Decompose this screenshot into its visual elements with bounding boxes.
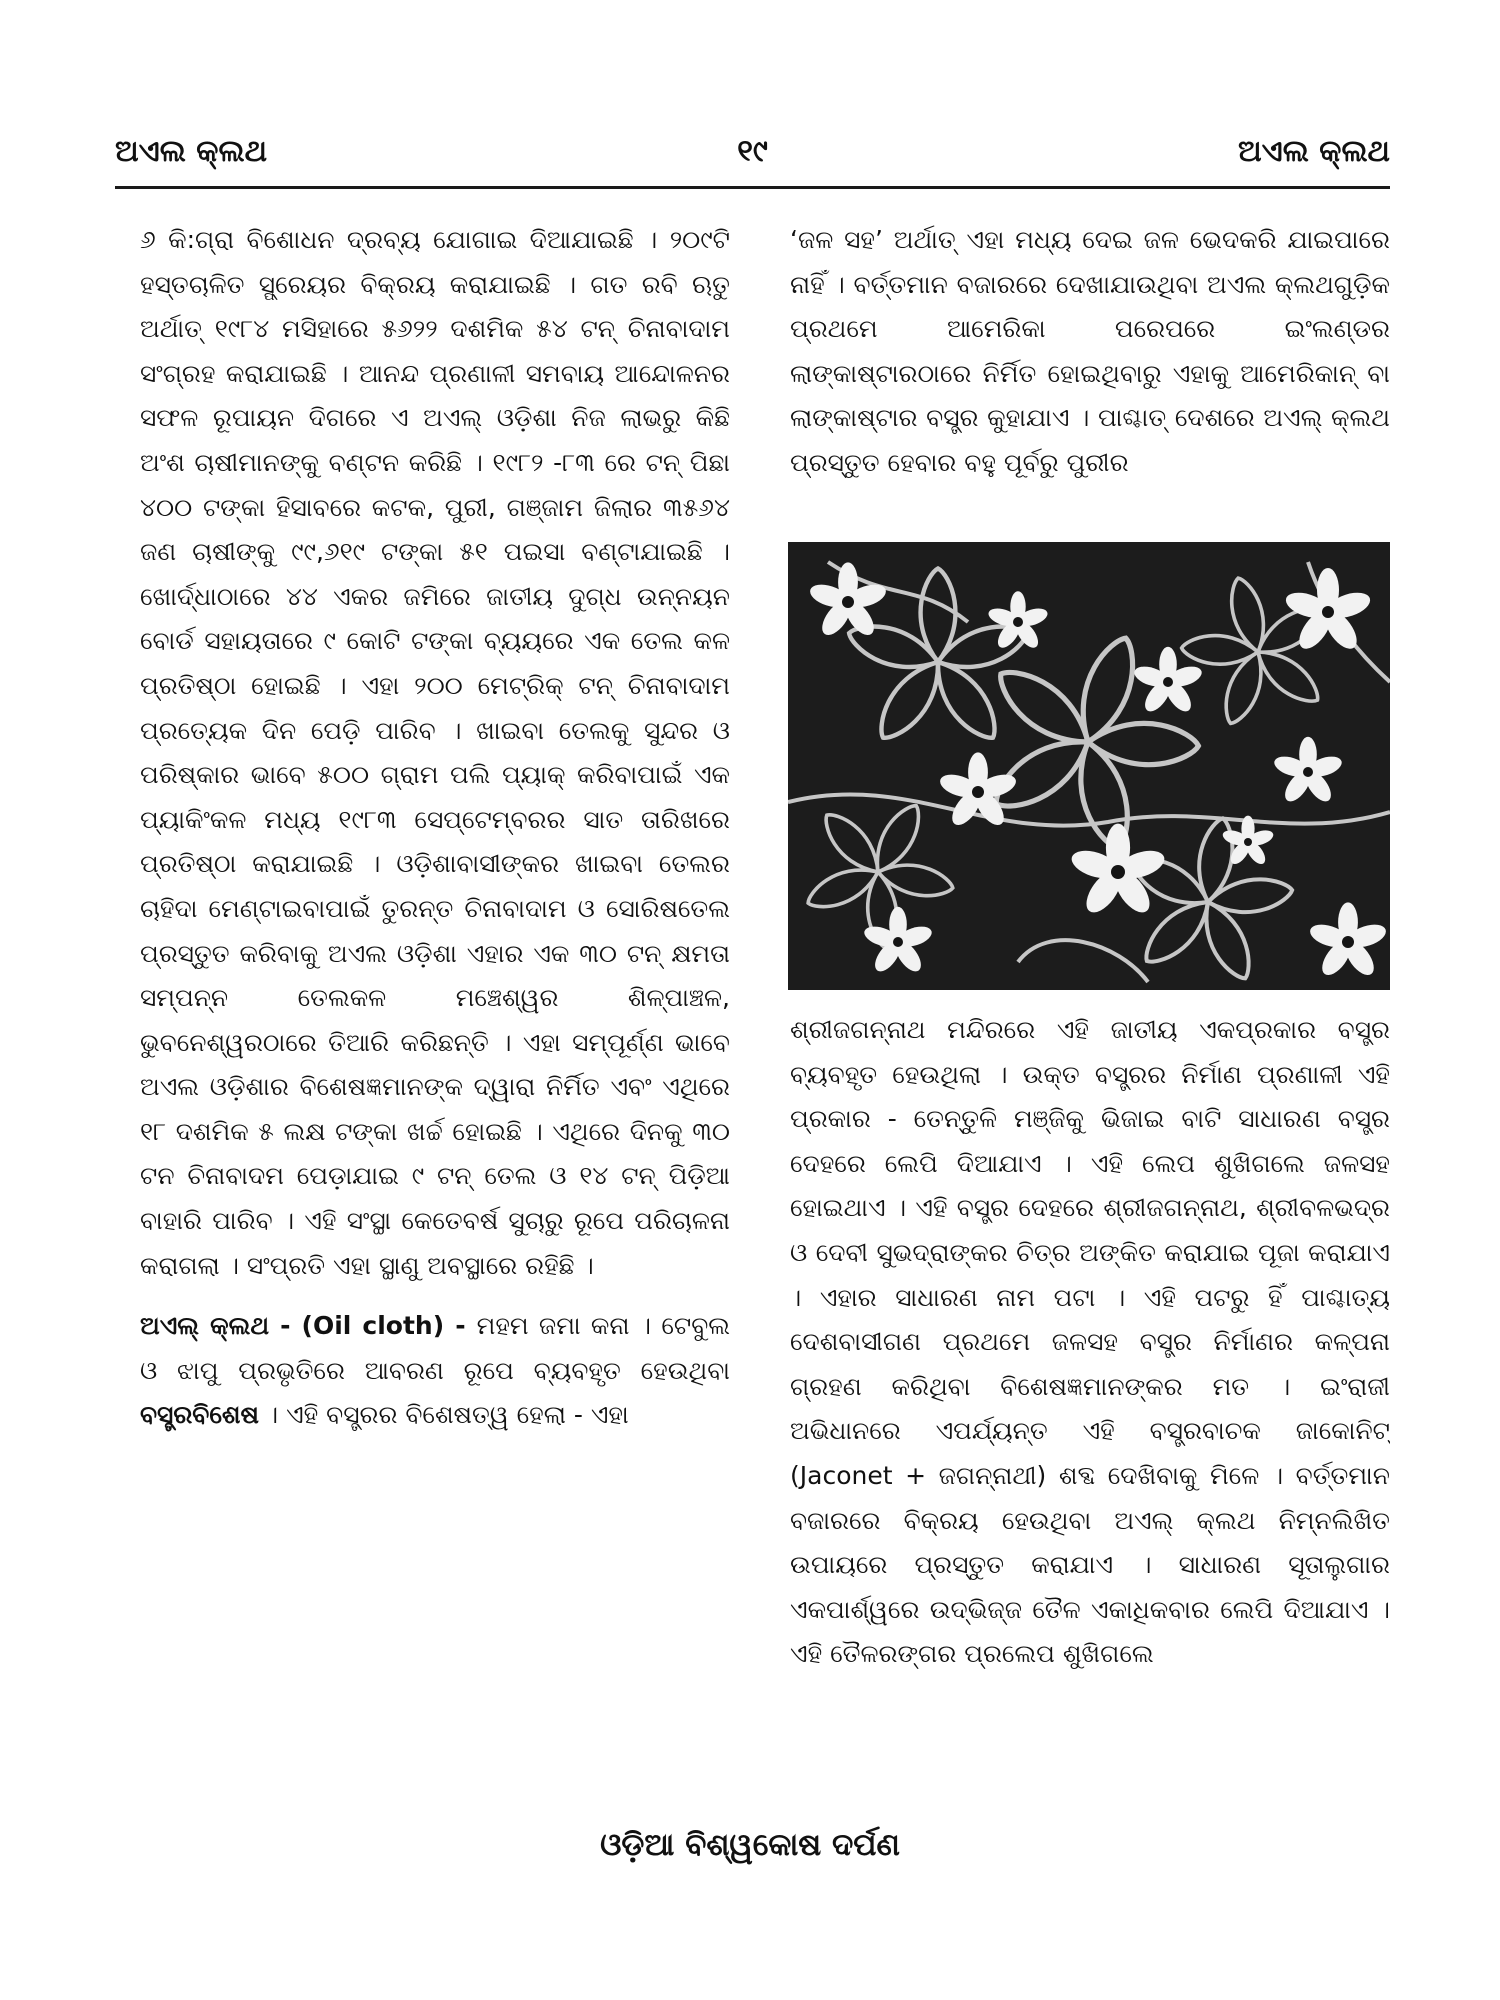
entry-bold: ବସ୍ତ୍ରବିଶେଷ	[140, 1400, 259, 1430]
left-column	[140, 218, 730, 1778]
oil-cloth-entry	[140, 1304, 730, 1438]
entry-text: ମହମ ଜମା କନା । ଟେବୁଲ ଓ ଝାପୁ ପ୍ରଭୃତିରେ ଆବରଣ ରୂପେ ବ୍ୟବହୃତ ହେଉଥିବା	[140, 1311, 730, 1385]
right-bottom-paragraph: ଶ୍ରୀଜଗନ୍ନାଥ ମନ୍ଦିରରେ ଏହି ଜାତୀୟ ଏକପ୍ରକାର ବସ୍ତ୍ର ବ୍ୟବହୃତ ହେଉଥିଲା । ଉକ୍ତ ବସ୍ତ୍ରର ନିର୍ମାଣ ପ୍ରଣାଳୀ ଏହି ପ୍ରକାର - ତେନ୍ତୁଳି ମଞ୍ଜିକୁ ଭିଜାଇ ବାଟି ସାଧାରଣ ବସ୍ତ୍ର ଦେହରେ ଲେପି ଦିଆଯାଏ । ଏହି ଲେପ ଶୁଖିଗଲେ ଜଳସହ ହୋଇଥାଏ । ଏହି ବସ୍ତ୍ର ଦେହରେ ଶ୍ରୀଜଗନ୍ନାଥ, ଶ୍ରୀବଳଭଦ୍ର ଓ ଦେବୀ ସୁଭଦ୍ରାଙ୍କର ଚିତ୍ର ଅଙ୍କିତ କରାଯାଇ ପୂଜା କରାଯାଏ । ଏହାର ସାଧାରଣ ନାମ ପଟା । ଏହି ପଟରୁ ହିଁ ପାଶ୍ଚାତ୍ୟ ଦେଶବାସୀଗଣ ପ୍ରଥମେ ଜଳସହ ବସ୍ତ୍ର ନିର୍ମାଣର କଳ୍ପନା ଗ୍ରହଣ କରିଥିବା ବିଶେଷଜ୍ଞମାନଙ୍କର ମତ । ଇଂରାଜୀ ଅଭିଧାନରେ ଏପର୍ଯ୍ୟନ୍ତ ଏହି ବସ୍ତ୍ରବାଚକ ଜାକୋନିଟ୍ (Jaconet + ଜଗନ୍ନାଥୀ) ଶବ୍ଦ ଦେଖିବାକୁ ମିଳେ । ବର୍ତ୍ତମାନ ବଜାରରେ ବିକ୍ରୟ ହେଉଥିବା ଅଏଲ୍ କ୍ଲଥ ନିମ୍ନଲିଖିତ ଉପାୟରେ ପ୍ରସ୍ତୁତ କରାଯାଏ । ସାଧାରଣ ସୂତାଲୁଗାର ଏକପାର୍ଶ୍ୱରେ ଉଦ୍ଭିଜ୍ଜ ତୈଳ ଏକାଧିକବାର ଲେପି ଦିଆଯାଏ । ଏହି ତୈଳରଙ୍ଗର ପ୍ରଲେପ ଶୁଖିଗଲେ	[790, 1015, 1390, 1669]
running-header	[115, 130, 1390, 190]
entry-text-continued: । ଏହି ବସ୍ତ୍ରର ବିଶେଷତ୍ୱ ହେଲା - ଏହା	[258, 1400, 629, 1430]
floral-pattern-image	[788, 542, 1390, 990]
header-right-title: ଅଏଲ କ୍ଲଥ	[1237, 134, 1390, 169]
header-left-title: ଅଏଲ କ୍ଲଥ	[115, 134, 268, 169]
right-top-paragraph: ‘ଜଳ ସହ’ ଅର୍ଥାତ୍ ଏହା ମଧ୍ୟ ଦେଇ ଜଳ ଭେଦକରି ଯାଇପାରେ ନାହିଁ । ବର୍ତ୍ତମାନ ବଜାରରେ ଦେଖାଯାଉଥିବା ଅଏଲ କ୍ଲଥଗୁଡ଼ିକ ପ୍ରଥମେ ଆମେରିକା ପରେପରେ ଇଂଲଣ୍ଡର ଲାଙ୍କାଷ୍ଟାରଠାରେ ନିର୍ମିତ ହୋଇଥିବାରୁ ଏହାକୁ ଆମେରିକାନ୍ ବା ଲାଙ୍କାଷ୍ଟାର ବସ୍ତ୍ର କୁହାଯାଏ । ପାଶ୍ଚାତ୍ ଦେଶରେ ଅଏଲ୍ କ୍ଲଥ ପ୍ରସ୍ତୁତ ହେବାର ବହୁ ପୂର୍ବରୁ ପୁରୀର	[790, 225, 1390, 477]
page-number: ୧୯	[737, 134, 768, 169]
left-paragraph: ୬ କି:ଗ୍ରା ବିଶୋଧନ ଦ୍ରବ୍ୟ ଯୋଗାଇ ଦିଆଯାଇଛି । ୨୦୯ଟି ହସ୍ତଚାଳିତ ସ୍ପ୍ରେୟର ବିକ୍ରୟ କରାଯାଇଛି । ଗତ ରବି ଋତୁ ଅର୍ଥାତ୍ ୧୯୮୪ ମସିହାରେ ୫୬୨୨ ଦଶମିକ ୫୪ ଟନ୍ ଚିନାବାଦାମ ସଂଗ୍ରହ କରାଯାଇଛି । ଆନନ୍ଦ ପ୍ରଣାଳୀ ସମବାୟ ଆନ୍ଦୋଳନର ସଫଳ ରୂପାୟନ ଦିଗରେ ଏ ଅଏଲ୍ ଓଡ଼ିଶା ନିଜ ଲାଭରୁ କିଛି ଅଂଶ ଚାଷୀମାନଙ୍କୁ ବଣ୍ଟନ କରିଛି । ୧୯୮୨ -୮୩ ରେ ଟନ୍ ପିଛା ୪୦୦ ଟଙ୍କା ହିସାବରେ କଟକ, ପୁରୀ, ଗଞ୍ଜାମ ଜିଲାର ୩୫୬୪ ଜଣ ଚାଷୀଙ୍କୁ ୯୯,୬୧୯ ଟଙ୍କା ୫୧ ପଇସା ବଣ୍ଟାଯାଇଛି । ଖୋର୍ଦ୍ଧାଠାରେ ୪୪ ଏକର ଜମିରେ ଜାତୀୟ ଦୁଗ୍ଧ ଉନ୍ନୟନ ବୋର୍ଡ ସହାୟତାରେ ୯ କୋଟି ଟଙ୍କା ବ୍ୟୟରେ ଏକ ତେଲ କଳ ପ୍ରତିଷ୍ଠା ହୋଇଛି । ଏହା ୨୦୦ ମେଟ୍ରିକ୍ ଟନ୍ ଚିନାବାଦାମ ପ୍ରତ୍ୟେକ ଦିନ ପେଡ଼ି ପାରିବ । ଖାଇବା ତେଲକୁ ସୁନ୍ଦର ଓ ପରିଷ୍କାର ଭାବେ ୫୦୦ ଗ୍ରାମ ପଲି ପ୍ୟାକ୍ କରିବାପାଇଁ ଏକ ପ୍ୟାକିଂକଳ ମଧ୍ୟ ୧୯୮୩ ସେପ୍ଟେମ୍ବରର ସାତ ତାରିଖରେ ପ୍ରତିଷ୍ଠା କରାଯାଇଛି । ଓଡ଼ିଶାବାସୀଙ୍କର ଖାଇବା ତେଲର ଚାହିଦା ମେଣ୍ଟାଇବାପାଇଁ ତୁରନ୍ତ ଚିନାବାଦାମ ଓ ସୋରିଷତେଲ ପ୍ରସ୍ତୁତ କରିବାକୁ ଅଏଲ ଓଡ଼ିଶା ଏହାର ଏକ ୩୦ ଟନ୍ କ୍ଷମତା ସମ୍ପନ୍ନ ତେଲକଳ ମଞ୍ଚେଶ୍ୱର ଶିଳ୍ପାଞ୍ଚଳ, ଭୁବନେଶ୍ୱରଠାରେ ତିଆରି କରିଛନ୍ତି । ଏହା ସମ୍ପୂର୍ଣ୍ଣ ଭାବେ ଅଏଲ ଓଡ଼ିଶାର ବିଶେଷଜ୍ଞମାନଙ୍କ ଦ୍ୱାରା ନିର୍ମିତ ଏବଂ ଏଥିରେ ୧୮ ଦଶମିକ ୫ ଲକ୍ଷ ଟଙ୍କା ଖର୍ଚ୍ଚ ହୋଇଛି । ଏଥିରେ ଦିନକୁ ୩୦ ଟନ ଚିନାବାଦମ ପେଡ଼ାଯାଇ ୯ ଟନ୍ ତେଲ ଓ ୧୪ ଟନ୍ ପିଡ଼ିଆ ବାହାରି ପାରିବ । ଏହି ସଂସ୍ଥା କେତେବର୍ଷ ସୁଚାରୁ ରୂପେ ପରିଚାଳନା କରାଗଲା । ସଂପ୍ରତି ଏହା ସ୍ଥାଣୁ ଅବସ୍ଥାରେ ରହିଛି ।	[140, 225, 730, 1280]
footer-title: ଓଡ଼ିଆ ବିଶ୍ୱକୋଷ ଦର୍ପଣ	[600, 1827, 900, 1863]
entry-english: - (Oil cloth) -	[269, 1311, 477, 1341]
header-rule	[115, 186, 1390, 189]
oil-cloth-floral-photo	[788, 542, 1390, 990]
right-column-top	[790, 218, 1390, 528]
entry-term: ଅଏଲ୍ କ୍ଲଥ	[140, 1311, 270, 1341]
right-column-bottom	[790, 1008, 1390, 1778]
